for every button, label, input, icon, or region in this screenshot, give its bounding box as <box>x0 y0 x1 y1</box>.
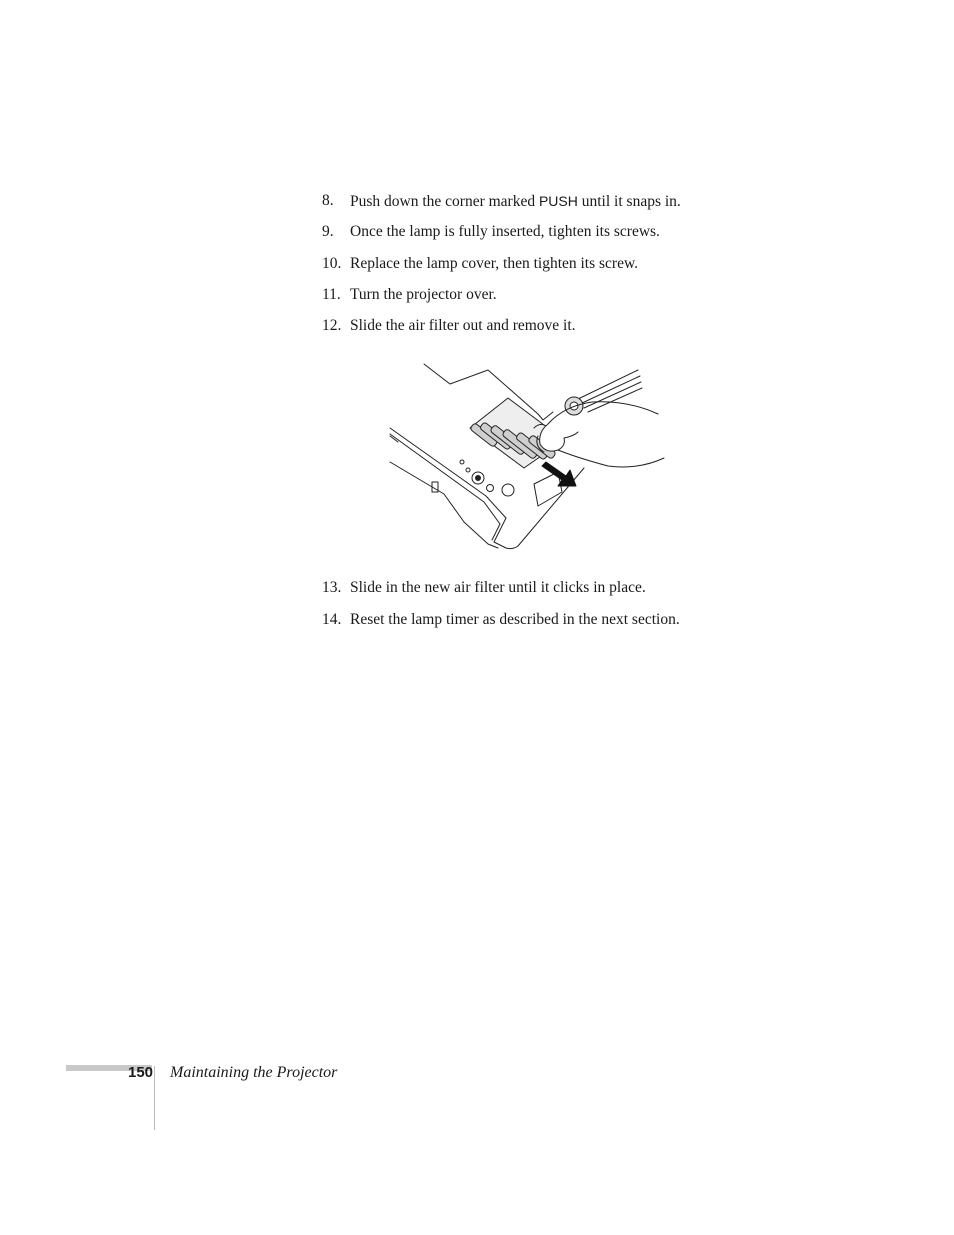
step-number: 9. <box>322 223 334 240</box>
step-number: 11. <box>322 286 341 303</box>
projector-underside-drawing <box>388 362 668 552</box>
step-text: Once the lamp is fully inserted, tighten its screws. <box>350 223 660 240</box>
step-text: Reset the lamp timer as described in the next section. <box>350 611 680 628</box>
push-label: PUSH <box>538 193 578 209</box>
step-number: 13. <box>322 579 342 596</box>
step-number: 14. <box>322 611 342 628</box>
step-text-post: until it snaps in. <box>577 193 681 210</box>
step-text-pre: Push down the corner marked <box>350 193 539 210</box>
footer-rule <box>154 1066 155 1130</box>
step-number: 8. <box>322 192 334 209</box>
step-text: Slide the air filter out and remove it. <box>350 317 576 334</box>
chapter-title: Maintaining the Projector <box>170 1064 338 1081</box>
air-filter-removal-illustration <box>388 362 668 552</box>
page-number: 150 <box>128 1064 154 1081</box>
step-text: Replace the lamp cover, then tighten its screw. <box>350 255 639 272</box>
step-number: 12. <box>322 317 342 334</box>
step-number: 10. <box>322 255 342 272</box>
step-text: Slide in the new air filter until it clicks in place. <box>350 579 646 596</box>
step-text <box>350 190 681 213</box>
step-text: Turn the projector over. <box>350 286 497 303</box>
